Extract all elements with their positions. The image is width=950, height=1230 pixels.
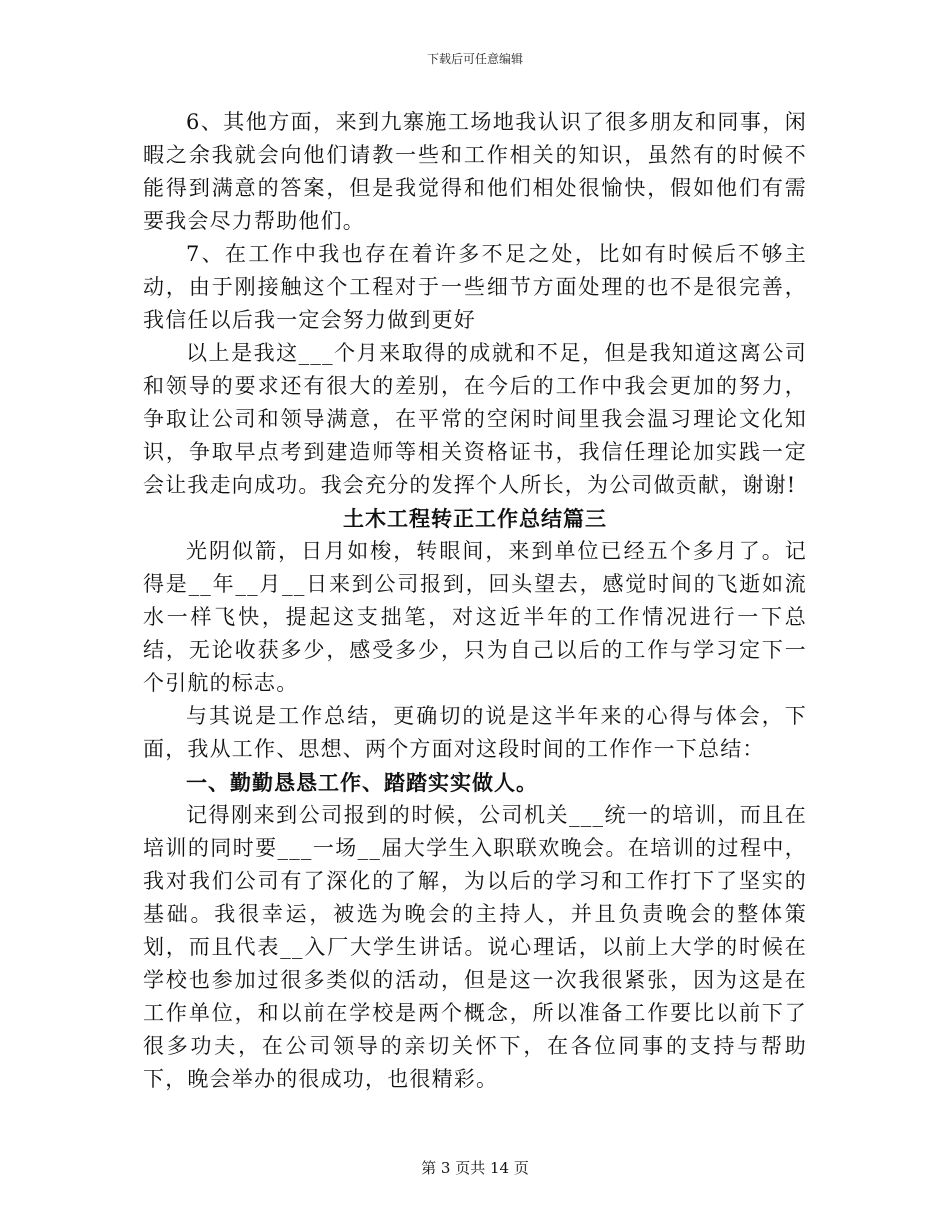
section-title: 土木工程转正工作总结篇三	[343, 506, 607, 531]
paragraph-6: 6、其他方面，来到九寨施工场地我认识了很多朋友和同事，闲暇之余我就会向他们请教一些和工作相关的知识，虽然有的时候不能得到满意的答案，但是我觉得和他们相处很愉快，假如他们有需要我会尽力帮助他们。	[143, 110, 807, 233]
paragraph-overview: 与其说是工作总结，更确切的说是这半年来的心得与体会，下面，我从工作、思想、两个方面对这段时间的工作作一下总结：	[143, 704, 807, 761]
paragraph-training: 记得刚来到公司报到的时候，公司机关___统一的培训，而且在培训的同时要___一场__届大学生入职联欢晚会。在培训的过程中，我对我们公司有了深化的了解，为以后的学习和工作打下了坚实的基础。我很幸运，被选为晚会的主持人，并且负责晚会的整体策划，而且代表__入厂大学生讲话。说心理话，以前上大学的时候在学校也参加过很多类似的活动，但是这一次我很紧张，因为这是在工作单位，和以前在学校是两个概念，所以准备工作要比以前下了很多功夫，在公司领导的亲切关怀下，在各位同事的支持与帮助下，晚会举办的很成功，也很精彩。	[143, 803, 807, 1091]
page-header: 下载后可任意编辑	[426, 52, 523, 66]
paragraph-intro: 光阴似箭，日月如梭，转眼间，来到单位已经五个多月了。记得是__年__月__日来到公司报到，回头望去，感觉时间的飞逝如流水一样飞快，提起这支拙笔，对这近半年的工作情况进行一下总结，无论收获多少，感受多少，只为自己以后的工作与学习定下一个引航的标志。	[143, 539, 807, 695]
document-body	[143, 106, 807, 1096]
page-footer: 第 3 页共 14 页	[421, 1159, 529, 1177]
paragraph-summary: 以上是我这___个月来取得的成就和不足，但是我知道这离公司和领导的要求还有很大的差别，在今后的工作中我会更加的努力，争取让公司和领导满意，在平常的空闲时间里我会温习理论文化知识，争取早点考到建造师等相关资格证书，我信任理论加实践一定会让我走向成功。我会充分的发挥个人所长，为公司做贡献，谢谢!	[143, 341, 807, 497]
paragraph-7: 7、在工作中我也存在着许多不足之处，比如有时候后不够主动，由于刚接触这个工程对于一些细节方面处理的也不是很完善，我信任以后我一定会努力做到更好	[143, 242, 807, 332]
subheading: 一、勤勤恳恳工作、踏踏实实做人。	[186, 770, 538, 795]
